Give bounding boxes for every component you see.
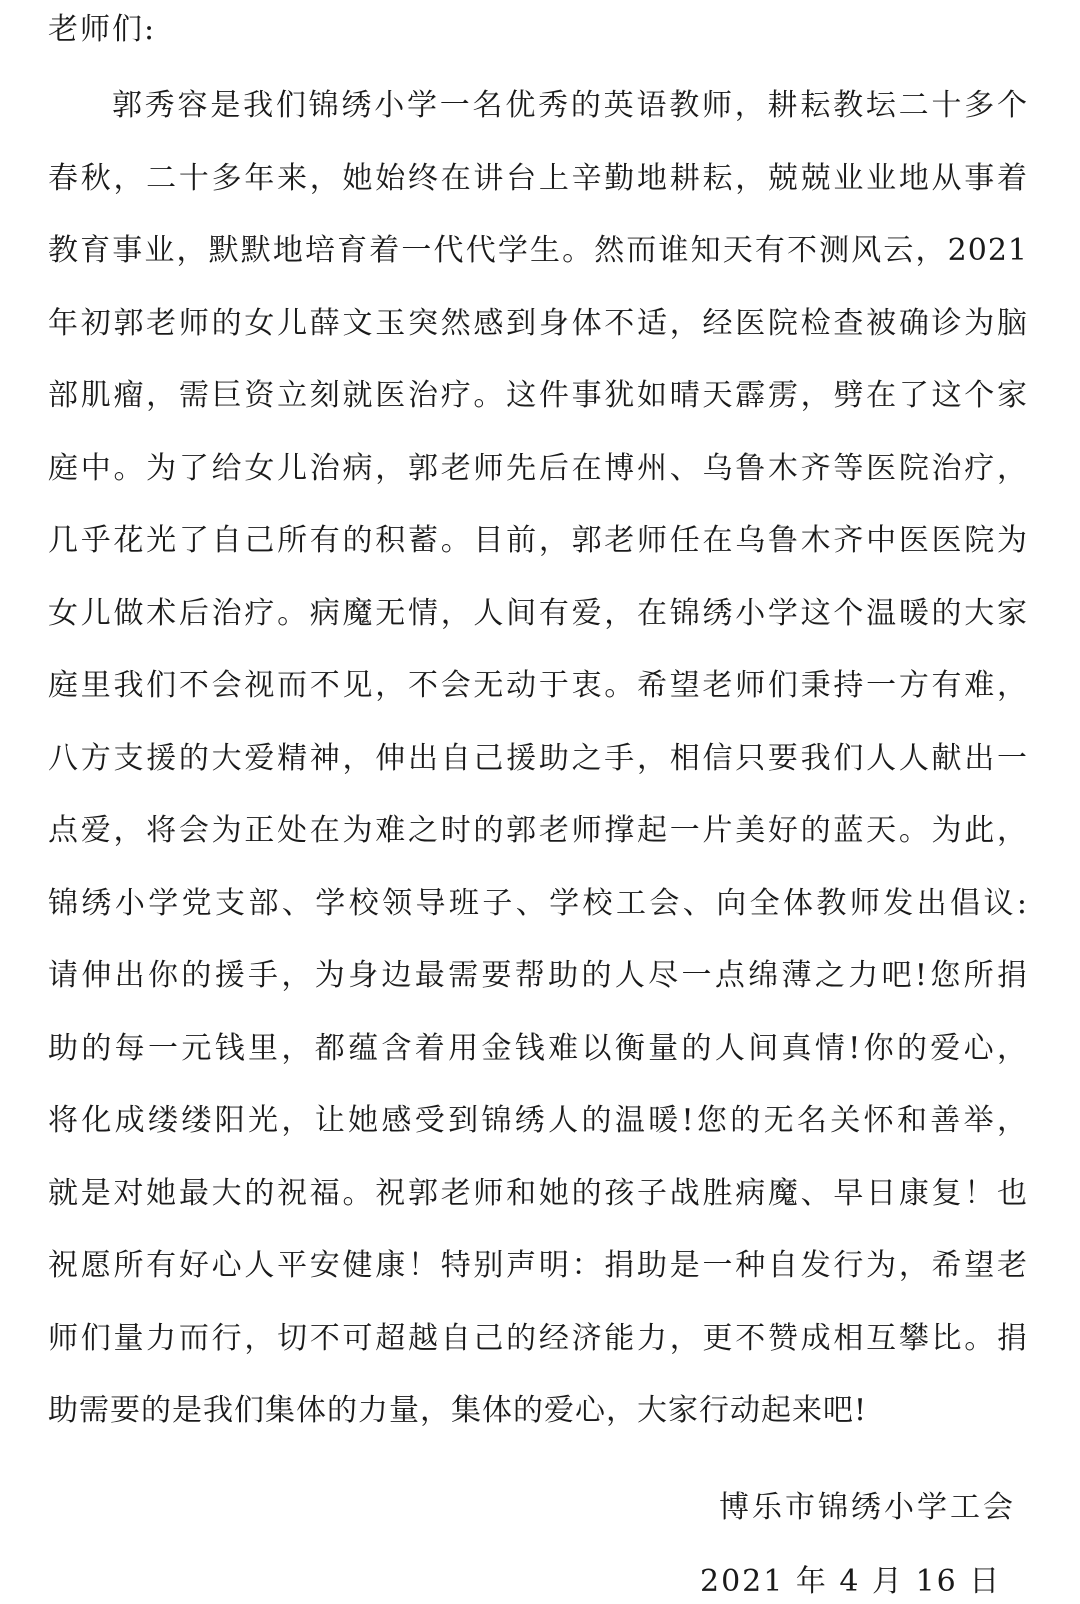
letter-date: 2021 年 4 月 16 日 xyxy=(700,1564,1002,1599)
body-line: 教育事业，默默地培育着一代代学生。然而谁知天有不测风云，2021 xyxy=(48,233,1028,268)
body-line: 女儿做术后治疗。病魔无情，人间有爱，在锦绣小学这个温暖的大家 xyxy=(48,595,1028,631)
body-line: 祝愿所有好心人平安健康！特别声明：捐助是一种自发行为，希望老 xyxy=(48,1248,1028,1283)
body-line: 春秋，二十多年来，她始终在讲台上辛勤地耕耘，兢兢业业地从事着 xyxy=(48,160,1028,196)
letter-salutation: 老师们: xyxy=(48,12,157,47)
body-line: 几乎花光了自己所有的积蓄。目前，郭老师任在乌鲁木齐中医医院为 xyxy=(48,523,1028,558)
body-line: 师们量力而行，切不可超越自己的经济能力，更不赞成相互攀比。捐 xyxy=(48,1320,1028,1356)
body-line: 郭秀容是我们锦绣小学一名优秀的英语教师，耕耘教坛二十多个 xyxy=(112,88,1028,123)
body-line: 部肌瘤，需巨资立刻就医治疗。这件事犹如晴天霹雳，劈在了这个家 xyxy=(48,378,1028,413)
body-line: 八方支援的大爱精神，伸出自己援助之手，相信只要我们人人献出一 xyxy=(48,740,1028,776)
body-line: 庭中。为了给女儿治病，郭老师先后在博州、乌鲁木齐等医院治疗， xyxy=(48,450,1028,486)
body-line: 锦绣小学党支部、学校领导班子、学校工会、向全体教师发出倡议: xyxy=(48,885,1028,921)
body-line: 请伸出你的援手，为身边最需要帮助的人尽一点绵薄之力吧!您所捐 xyxy=(48,958,1028,993)
letter-signature: 博乐市锦绣小学工会 xyxy=(719,1490,1016,1525)
body-line: 助的每一元钱里，都蕴含着用金钱难以衡量的人间真情!你的爱心， xyxy=(48,1030,1028,1066)
body-line: 年初郭老师的女儿薛文玉突然感到身体不适，经医院检查被确诊为脑 xyxy=(48,305,1028,341)
body-line: 将化成缕缕阳光，让她感受到锦绣人的温暖!您的无名关怀和善举， xyxy=(48,1103,1028,1138)
letter-body xyxy=(48,70,1028,1448)
body-line: 就是对她最大的祝福。祝郭老师和她的孩子战胜病魔、早日康复！也 xyxy=(48,1175,1028,1211)
body-line: 助需要的是我们集体的力量，集体的爱心，大家行动起来吧! xyxy=(48,1393,868,1428)
body-line: 点爱，将会为正处在为难之时的郭老师撑起一片美好的蓝天。为此， xyxy=(48,813,1028,848)
body-line: 庭里我们不会视而不见，不会无动于衷。希望老师们秉持一方有难， xyxy=(48,668,1028,703)
